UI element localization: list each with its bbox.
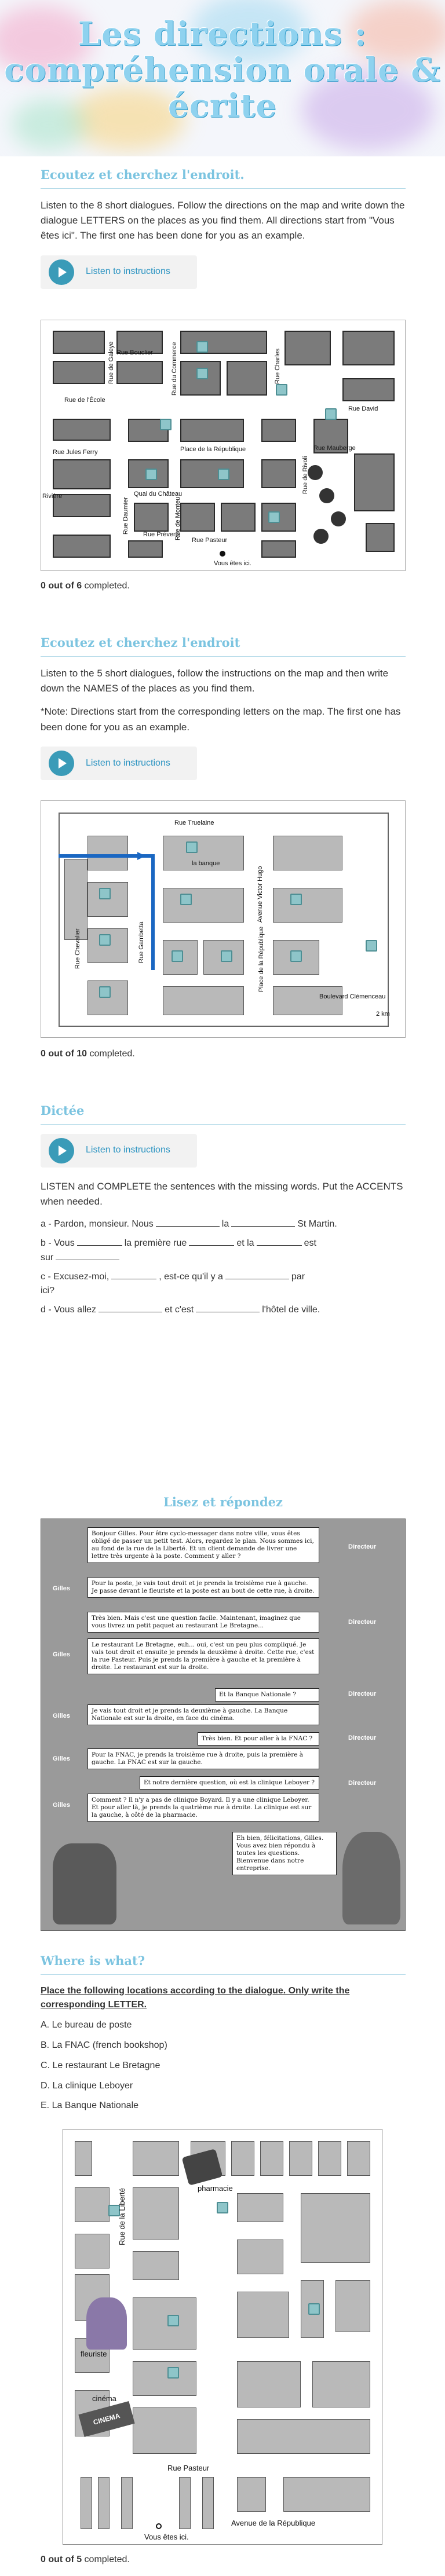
audio-label: Listen to instructions [86, 1145, 170, 1155]
map-block [273, 888, 342, 923]
map-block [179, 2477, 191, 2529]
blank-input[interactable] [111, 1271, 156, 1279]
speaker-label: Directeur [348, 1619, 377, 1626]
map-block [342, 331, 395, 365]
map-block [347, 2141, 370, 2176]
map-block [227, 361, 267, 396]
dialogue-bubble: Et la Banque Nationale ? [215, 1688, 319, 1702]
street-label: Rue Pasteur [192, 537, 228, 544]
blank-input[interactable] [189, 1238, 234, 1246]
you-are-here-icon [156, 2523, 162, 2529]
map-block [366, 523, 395, 552]
play-icon[interactable] [49, 259, 74, 285]
blank-input[interactable] [56, 1252, 119, 1260]
answer-dropzone[interactable] [217, 2202, 228, 2213]
map-block [231, 2141, 254, 2176]
list-item: D. La clinique Leboyer [41, 2080, 133, 2091]
section-title: Lisez et répondez [163, 1495, 283, 1509]
list-item: C. Le restaurant Le Bretagne [41, 2060, 161, 2070]
sentence-text: sur [41, 1252, 54, 1263]
dialogue-bubble: Pour la FNAC, je prends la troisième rue à droite, puis la première à gauche. La FNAC est sur la gauche. [87, 1748, 319, 1769]
speaker-label: Gilles [53, 1755, 70, 1762]
street-label: Rue Truelaine [174, 819, 214, 826]
street-label: Rue Préverts [143, 531, 181, 538]
place-label: la banque [192, 860, 220, 867]
answer-dropzone[interactable] [167, 2315, 179, 2326]
speaker-label: Gilles [53, 1713, 70, 1719]
street-label: Rue de Galeye [108, 341, 115, 384]
street-label: Rue Bouclier [116, 349, 153, 356]
sentence-text: ici? [41, 1286, 55, 1296]
map-block [202, 2477, 214, 2529]
speaker-label: Gilles [53, 1802, 70, 1809]
you-are-here-label: Vous êtes ici. [144, 2533, 189, 2541]
map-block [133, 2251, 179, 2280]
blank-input[interactable] [257, 1238, 302, 1246]
map-block [53, 419, 111, 441]
map-block [342, 378, 395, 401]
answer-dropzone[interactable] [276, 384, 287, 396]
cyclist-photo [53, 1843, 116, 1924]
place-label: fleuriste [81, 2350, 107, 2358]
map-block [180, 331, 267, 354]
dialogue-bubble: Comment ? Il n'y a pas de clinique Boyard. Il y a une clinique Leboyer. Et pour aller là, je prends la quatrième rue à droite. La clinique est sur la gauche, à côté de la pharmacie. [87, 1794, 319, 1822]
map-block [180, 459, 244, 488]
street-label: Rue David [348, 405, 378, 412]
progress-counter [41, 1047, 135, 1062]
section-instructions: Listen to the 5 short dialogues, follow the instructions on the map and then write down the NAMES of the places as you find them. [41, 667, 389, 694]
dialogue-bubble: Très bien. Mais c'est une question facile. Maintenant, imaginez que vous livrez un petit paquet au restaurant Le Bretagne... [87, 1612, 319, 1633]
dialogue-image [41, 1518, 406, 1931]
street-label: Boulevard Clémenceau [319, 993, 386, 1000]
list-item: A. Le bureau de poste [41, 2020, 132, 2030]
answer-dropzone[interactable] [366, 940, 377, 952]
street-label: Rue Daumier [122, 497, 129, 535]
street-label: Rue Mauberge [313, 445, 356, 452]
route-line [151, 854, 155, 970]
list-item: B. La FNAC (french bookshop) [41, 2040, 167, 2050]
hero-banner [0, 0, 445, 156]
street-label: Rue Chevalier [74, 928, 81, 969]
arrow-icon [137, 852, 145, 860]
speaker-label: Directeur [348, 1780, 377, 1787]
map-block [261, 459, 296, 488]
map-block [289, 2141, 312, 2176]
answer-dropzone[interactable] [325, 408, 337, 420]
progress-value: 0 out of 10 [41, 1049, 87, 1059]
answer-dropzone[interactable] [167, 2367, 179, 2379]
blank-input[interactable] [231, 1219, 295, 1227]
dictee-sentence-d [41, 1303, 406, 1318]
speaker-label: Directeur [348, 1543, 377, 1550]
sentence-text: l'hôtel de ville. [262, 1305, 320, 1315]
sentence-text: par [291, 1271, 305, 1282]
tree-icon [319, 488, 334, 503]
pharmacy-icon [182, 2149, 223, 2186]
section-dictee [41, 1102, 406, 1318]
street-label: Rivière [42, 493, 63, 500]
street-label: Rue de Rivoli [302, 456, 309, 494]
progress-value: 0 out of 5 [41, 2555, 82, 2564]
map-block [133, 2407, 196, 2454]
answer-dropzone[interactable] [99, 986, 111, 998]
dictee-sentence-c [41, 1270, 406, 1299]
map-block [75, 2234, 110, 2268]
answer-dropzone[interactable] [145, 469, 157, 480]
map-block [237, 2477, 266, 2512]
map-block [87, 836, 128, 870]
street-label: Rue Jules Ferry [53, 449, 98, 456]
map-block [75, 2141, 92, 2176]
speaker-label: Directeur [348, 1735, 377, 1741]
map-block [64, 859, 87, 940]
dialogue-bubble: Eh bien, félicitations, Gilles. Vous avez bien répondu à toutes les questions. Bienvenue dans notre entreprise. [232, 1832, 337, 1875]
place-label: pharmacie [198, 2184, 233, 2193]
map-block [53, 459, 111, 489]
section-instructions: Listen to the 8 short dialogues. Follow the directions on the map and write down the dialogue LETTERS on the places as you find them. All directions start from "Vous êtes ici". The first one has been done for you as an example. [41, 199, 405, 241]
answer-dropzone[interactable] [290, 894, 302, 905]
progress-suffix: completed. [82, 581, 130, 591]
progress-suffix: completed. [87, 1049, 135, 1059]
progress-counter [41, 579, 130, 594]
map-block [53, 361, 105, 384]
cinema-sign-icon: CINEMA [78, 2401, 134, 2437]
dictee-sentence-a [41, 1217, 406, 1232]
map-block [163, 888, 244, 923]
answer-dropzone[interactable] [186, 841, 198, 853]
dialogue-bubble: Le restaurant Le Bretagne, euh... oui, c'est un peu plus compliqué. Je vais tout droit et ensuite je prends la deuxième à droite. Cette rue, c'est la rue Pasteur. Puis je prends la première à gauche et la première à droite. Le restaurant est sur la droite. [87, 1638, 319, 1674]
map-block [237, 2292, 289, 2338]
answer-dropzone[interactable] [172, 950, 183, 962]
dialogue-bubble: Et notre dernière question, où est la clinique Leboyer ? [140, 1776, 319, 1790]
blank-input[interactable] [99, 1304, 162, 1312]
play-icon[interactable] [49, 751, 74, 776]
map-block [53, 535, 111, 558]
play-icon[interactable] [49, 1138, 74, 1163]
sentence-text: et c'est [165, 1305, 194, 1315]
map-block [133, 2187, 179, 2240]
dialogue-bubble: Bonjour Gilles. Pour être cyclo-messager dans notre ville, vous êtes obligé de passer un petit test. Alors, regardez le plan. Nous sommes ici, au fond de la rue de la Liberté. Et un client demande de livrer une lettre très urgente à la poste. Comment y aller ? [87, 1527, 319, 1563]
director-photo [342, 1832, 400, 1924]
section-title: Dictée [41, 1102, 406, 1125]
section-listen-map-2 [41, 634, 406, 792]
map-3 [63, 2129, 382, 2545]
dialogue-bubble: Très bien. Et pour aller à la FNAC ? [198, 1732, 319, 1746]
audio-label: Listen to instructions [86, 758, 170, 768]
map-block [273, 836, 342, 870]
answer-dropzone[interactable] [196, 341, 208, 353]
sentence-text: a - Pardon, monsieur. Nous [41, 1219, 154, 1230]
map-block [87, 928, 128, 963]
answer-dropzone[interactable] [99, 888, 111, 899]
sentence-text: d - Vous allez [41, 1305, 97, 1315]
map-block [180, 503, 215, 532]
place-label: Place de la République [258, 926, 265, 992]
map-block [335, 2280, 370, 2332]
map-block [301, 2193, 370, 2263]
section-listen-map-1 [41, 166, 406, 301]
map-block [237, 2193, 283, 2222]
sentence-text: b - Vous [41, 1238, 75, 1249]
place-label: cinéma [92, 2394, 116, 2403]
audio-player[interactable] [41, 255, 197, 289]
street-label: Rue du Commerce [171, 342, 178, 396]
map-block [237, 2419, 370, 2454]
dialogue-bubble: Je vais tout droit et je prends la deuxième à gauche. La Banque Nationale est sur la droite, en face du cinéma. [87, 1704, 319, 1725]
street-label: Rue Charles [274, 348, 281, 384]
map-block [260, 2141, 283, 2176]
map-block [354, 453, 395, 511]
street-label: Place de la République [180, 446, 246, 453]
section-title: Where is what? [41, 1952, 406, 1975]
sentence-text: c - Excusez-moi, [41, 1271, 110, 1282]
map-block [261, 540, 296, 558]
map-1 [41, 320, 406, 571]
answer-dropzone[interactable] [268, 511, 280, 523]
map-block [81, 2477, 92, 2529]
map-block [75, 2187, 110, 2222]
tree-icon [313, 529, 329, 544]
answer-dropzone[interactable] [99, 934, 111, 946]
map-block [237, 2240, 283, 2274]
map-block [180, 419, 244, 442]
street-label: Rue Pasteur [167, 2464, 210, 2472]
sentence-text: la [221, 1219, 229, 1230]
list-item: E. La Banque Nationale [41, 2101, 139, 2111]
progress-counter [41, 2553, 130, 2567]
distance-label: 2 km [376, 1011, 390, 1018]
speaker-label: Gilles [53, 1651, 70, 1658]
map-block [128, 540, 163, 558]
dialogue-bubble: Pour la poste, je vais tout droit et je prends la troisième rue à gauche. Je passe devant le fleuriste et la poste est au bout de cette rue, à droite. [87, 1577, 319, 1598]
blank-input[interactable] [77, 1238, 122, 1246]
map-block [284, 331, 331, 365]
answer-dropzone[interactable] [308, 2303, 320, 2315]
sentence-text: et la [236, 1238, 254, 1249]
map-block [312, 2361, 370, 2407]
answer-dropzone[interactable] [218, 469, 229, 480]
speaker-label: Directeur [348, 1690, 377, 1697]
section-where-is-what [41, 1952, 406, 2113]
map-block [134, 503, 169, 532]
map-block [121, 2477, 133, 2529]
audio-player[interactable] [41, 1134, 197, 1168]
map-block [53, 331, 105, 354]
map-block [163, 986, 244, 1015]
dictee-sentence-b [41, 1236, 406, 1265]
progress-value: 0 out of 6 [41, 581, 82, 591]
answer-dropzone[interactable] [290, 950, 302, 962]
street-label: Rue Gambetta [138, 921, 145, 963]
map-block [87, 980, 128, 1015]
map-2 [41, 800, 406, 1038]
map-block [221, 503, 256, 532]
you-are-here-icon [220, 551, 225, 557]
section-instructions: LISTEN and COMPLETE the sentences with the missing words. Put the ACCENTS when needed. [41, 1180, 403, 1207]
map-block [283, 2477, 370, 2512]
sentence-text: la première rue [124, 1238, 187, 1249]
answer-dropzone[interactable] [196, 368, 208, 379]
blank-input[interactable] [196, 1304, 260, 1312]
answer-dropzone[interactable] [160, 419, 172, 430]
speaker-label: Gilles [53, 1585, 70, 1592]
street-label: Rue de la Liberté [118, 2187, 126, 2245]
audio-player[interactable] [41, 747, 197, 780]
street-label: Rue de Monteu [174, 496, 181, 540]
map-block [237, 2361, 301, 2407]
map-block [133, 2361, 196, 2396]
answer-dropzone[interactable] [221, 950, 232, 962]
blank-input[interactable] [156, 1219, 220, 1227]
blank-input[interactable] [225, 1271, 289, 1279]
section-title: Ecoutez et cherchez l'endroit. [41, 166, 406, 189]
section-note: *Note: Directions start from the corresponding letters on the map. The first one has been done for you as an example. [41, 706, 401, 733]
street-label: Quai du Château [134, 491, 183, 497]
answer-dropzone[interactable] [180, 894, 192, 905]
street-label: Rue de l'École [64, 397, 105, 404]
map-block [98, 2477, 110, 2529]
flower-icon [86, 2297, 127, 2350]
page-title: Les directions : compréhension orale & écrite [4, 15, 441, 125]
progress-suffix: completed. [82, 2555, 130, 2564]
street-label: Avenue Victor Hugo [257, 866, 264, 923]
street-label: Avenue de la République [231, 2519, 316, 2527]
map-block [133, 2141, 179, 2176]
map-block [87, 882, 128, 917]
audio-label: Listen to instructions [86, 266, 170, 277]
tree-icon [331, 511, 346, 526]
map-block [318, 2141, 341, 2176]
sentence-text: est [304, 1238, 316, 1249]
you-are-here-label: Vous êtes ici. [214, 560, 251, 567]
map-block [261, 419, 296, 442]
map-block [133, 2297, 196, 2350]
sentence-text: , est-ce qu'il y a [159, 1271, 223, 1282]
sentence-text: St Martin. [297, 1219, 337, 1230]
map-block [116, 361, 163, 384]
section-instructions: Place the following locations according to the dialogue. Only write the corresponding LETTER. [41, 1985, 350, 2010]
section-title: Ecoutez et cherchez l'endroit [41, 634, 406, 657]
